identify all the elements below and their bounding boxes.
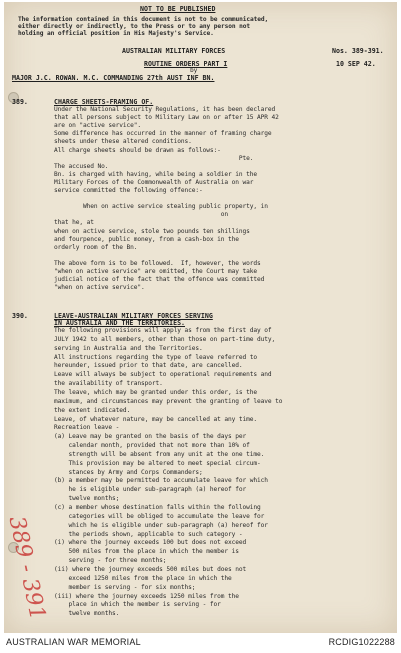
text-line: Military Forces of the Commonwealth of Australia on war: [54, 178, 254, 186]
banner-not-published: NOT TO BE PUBLISHED: [140, 5, 216, 13]
text-line: This provision may be altered to meet special circum-: [54, 459, 261, 467]
text-line: on: [54, 211, 229, 219]
text-line: place in which the member is serving - for: [54, 601, 221, 609]
text-line: are on "active service".: [54, 122, 142, 130]
text-line: that all persons subject to Military Law on or after 15 APR 42: [54, 114, 279, 122]
archive-footer: [0, 633, 401, 653]
text-line: When on active service stealing public property, in: [54, 203, 268, 211]
text-line: (ii) where the journey exceeds 500 miles but does not: [54, 565, 247, 573]
text-line: that he, at: [54, 219, 94, 227]
text-line: the extent indicated.: [54, 406, 131, 414]
text-line: sheets under these altered conditions.: [54, 138, 192, 146]
notice-line: The information contained in this document is not to be communicated,: [18, 16, 269, 23]
text-line: calendar month, provided that not more than 10% of: [54, 442, 250, 450]
text-line: Some difference has occurred in the manner of framing charge: [54, 130, 272, 138]
text-line: JULY 1942 to all members, other than those on part-time duty,: [54, 335, 276, 343]
by-line: by: [190, 67, 198, 74]
section-number: 389.: [12, 98, 28, 106]
text-line: and fourpence, public money, from a cash-box in the: [54, 235, 239, 243]
text-line: service committed the following offence:-: [54, 187, 203, 194]
text-line: Under the National Security Regulations, it has been declared: [54, 106, 276, 113]
text-line: which he is eligible under sub-paragraph (a) hereof for: [54, 521, 268, 529]
text-line: All instructions regarding the type of leave referred to: [54, 353, 258, 361]
text-line: The leave, which may be granted under this order, is the: [54, 388, 258, 396]
notice-line: either directly or indirectly, to the Press or to any person not: [18, 23, 251, 30]
text-line: hereunder, issued prior to that date, are cancelled.: [54, 362, 243, 370]
text-line: The accused No.: [54, 162, 109, 170]
text-line: exceed 1250 miles from the place in which the: [54, 574, 232, 582]
text-line: "when on active service" are omitted, the Court may take: [54, 268, 258, 275]
section-subheading: IN AUSTRALIA AND THE TERRITORIES.: [54, 319, 186, 327]
text-line: twelve months;: [54, 495, 120, 503]
text-line: judicial notice of the fact that the offence was committed: [54, 276, 265, 284]
order-date: 10 SEP 42.: [336, 60, 376, 68]
text-line: maximum, and circumstances may prevent the granting of leave to: [54, 397, 283, 405]
text-line: twelve months.: [54, 610, 120, 618]
text-line: serving in Australia and the Territories.: [54, 344, 203, 352]
text-line: "when on active service".: [54, 284, 145, 292]
document-page: [4, 2, 397, 633]
handwritten-annotation: 389 - 391: [4, 514, 50, 623]
text-line: member is serving - for six months;: [54, 583, 196, 591]
text-line: he is eligible under sub-paragraph (a) hereof for: [54, 486, 247, 494]
text-line: 500 miles from the place in which the member is: [54, 548, 239, 556]
text-line: the availability of transport.: [54, 380, 163, 388]
notice-line: holding an official position in His Majesty's Service.: [18, 30, 214, 37]
text-line: The following provisions will apply as from the first day of: [54, 327, 272, 334]
force-title: AUSTRALIAN MILITARY FORCES: [122, 47, 226, 55]
text-line: orderly room of the Bn.: [54, 243, 138, 251]
section-heading: LEAVE-AUSTRALIAN MILITARY FORCES SERVING: [54, 312, 213, 320]
text-line: Leave, of whatever nature, may be cancelled at any time.: [54, 415, 258, 423]
text-line: categories will be obliged to accumulate the leave for: [54, 512, 265, 520]
text-line: (b) a member may be permitted to accumulate leave for which: [54, 477, 268, 485]
text-line: stances by Army and Corps Commanders;: [54, 468, 203, 476]
text-line: Bn. is charged with having, while being a soldier in the: [54, 170, 258, 178]
text-line: the periods shown, applicable to such category -: [54, 530, 243, 538]
commander-line: MAJOR J.C. ROWAN. M.C. COMMANDING 27th AUST INF BN.: [12, 74, 215, 82]
text-line: Pte.: [54, 154, 254, 162]
footer-institution: AUSTRALIAN WAR MEMORIAL: [6, 637, 141, 647]
text-line: All charge sheets should be drawn as follows:-: [54, 146, 221, 154]
text-line: strength will be absent from any unit at the one time.: [54, 450, 265, 458]
footer-reference: RCDIG1022288: [328, 637, 395, 647]
text-line: Leave will always be subject to operational requirements and: [54, 371, 272, 379]
text-line: (c) a member whose destination falls within the following: [54, 504, 261, 511]
text-line: Recreation leave -: [54, 424, 120, 432]
text-line: serving - for three months;: [54, 557, 167, 565]
text-line: when on active service, stole two pounds ten shillings: [54, 227, 250, 235]
text-line: The above form is to be followed. If, however, the words: [54, 259, 261, 267]
text-line: (iii) where the journey exceeds 1250 miles from the: [54, 592, 239, 600]
orders-title: ROUTINE ORDERS PART I: [144, 60, 228, 68]
section-heading: CHARGE SHEETS-FRAMING OF.: [54, 98, 154, 106]
text-line: (i) where the journey exceeds 100 but does not exceed: [54, 539, 247, 547]
section-number: 390.: [12, 312, 28, 320]
text-line: (a) Leave may be granted on the basis of the days per: [54, 433, 247, 441]
order-serial: Nos. 389-391.: [332, 47, 384, 55]
